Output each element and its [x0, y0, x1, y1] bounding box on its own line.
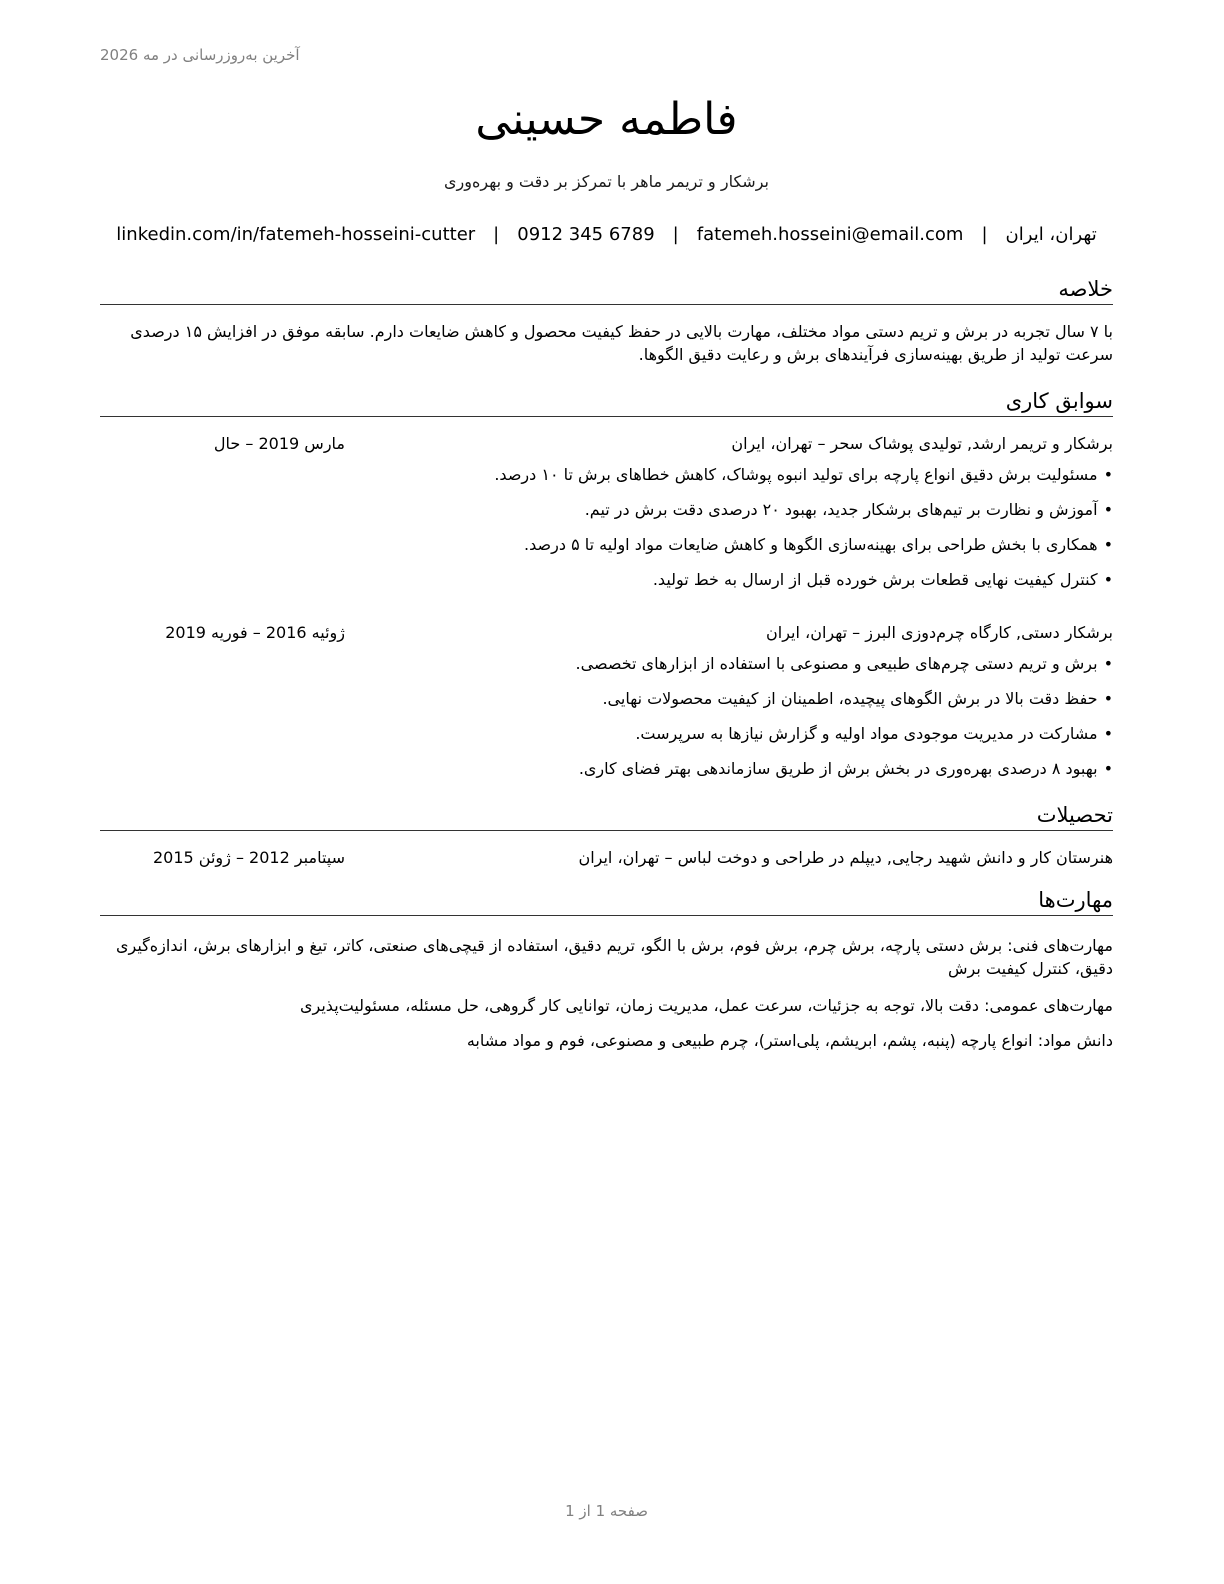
- education-dates: سپتامبر 2012 – ژوئن 2015: [152, 848, 345, 867]
- job-header: [100, 622, 1113, 644]
- job-bullets: [100, 464, 1113, 591]
- contact-phone[interactable]: 0912 345 6789: [517, 224, 655, 245]
- contact-linkedin[interactable]: linkedin.com/in/fatemeh-hosseini-cutter: [116, 224, 476, 245]
- bullet-icon: •: [1103, 465, 1113, 484]
- list-item: [100, 723, 1113, 745]
- bullet-icon: •: [1103, 689, 1113, 708]
- job-dates: ژوئیه 2016 – فوریه 2019: [165, 623, 345, 642]
- education-header: [100, 847, 1113, 869]
- contact-location: تهران، ایران: [1005, 224, 1097, 245]
- bullet-icon: •: [1103, 759, 1113, 778]
- list-item: [100, 653, 1113, 675]
- bullet-text: مسئولیت برش دقیق انواع پارچه برای تولید انبوه پوشاک، کاهش خطاهای برش تا ۱۰ درصد.: [494, 465, 1098, 484]
- bullet-text: کنترل کیفیت نهایی قطعات برش خورده قبل از ارسال به خط تولید.: [652, 570, 1098, 589]
- contact-separator: |: [672, 224, 679, 245]
- job-entry: [100, 433, 1113, 591]
- section-title-education: تحصیلات: [100, 802, 1113, 831]
- job-title: برشکار دستی, کارگاه چرم‌دوزی البرز – تهران، ایران: [766, 623, 1113, 642]
- job-dates: مارس 2019 – حال: [213, 434, 345, 453]
- section-title-summary: خلاصه: [100, 276, 1113, 305]
- education-title: هنرستان کار و دانش شهید رجایی, دیپلم در طراحی و دوخت لباس – تهران، ایران: [578, 848, 1113, 867]
- contact-line: [100, 224, 1113, 245]
- resume-page: [100, 0, 1113, 1584]
- education-entry: [100, 847, 1113, 869]
- job-title: برشکار و تریمر ارشد, تولیدی پوشاک سحر – تهران، ایران: [731, 434, 1113, 453]
- summary-text: با ۷ سال تجربه در برش و تریم دستی مواد مختلف، مهارت بالایی در حفظ کیفیت محصول و کاهش ضایعات دارم. سابقه موفق در افزایش ۱۵ درصدی سرعت تولید از طریق بهینه‌سازی فرآیندهای برش و رعایت دقیق الگوها.: [130, 322, 1113, 364]
- list-item: [100, 688, 1113, 710]
- section-title-experience: سوابق کاری: [100, 388, 1113, 417]
- bullet-text: مشارکت در مدیریت موجودی مواد اولیه و گزارش نیازها به سرپرست.: [635, 724, 1098, 743]
- skill-materials: دانش مواد: انواع پارچه (پنبه، پشم، ابریشم، پلی‌استر)، چرم طبیعی و مصنوعی، فوم و مواد مشابه: [466, 1031, 1113, 1050]
- list-item: [100, 758, 1113, 780]
- list-item: [100, 534, 1113, 556]
- page-number: صفحه 1 از 1: [565, 1502, 648, 1520]
- contact-separator: |: [981, 224, 988, 245]
- list-item: [100, 464, 1113, 486]
- bullet-icon: •: [1103, 724, 1113, 743]
- skill-technical: مهارت‌های فنی: برش دستی پارچه، برش چرم، برش فوم، برش با الگو، تریم دقیق، استفاده از قیچی‌های صنعتی، کاتر، تیغ و ابزارهای برش، اندازه‌گیری دقیق، کنترل کیفیت برش: [115, 936, 1113, 978]
- section-title-skills: مهارت‌ها: [100, 887, 1113, 916]
- last-updated: آخرین به‌روزرسانی در مه 2026: [100, 46, 300, 64]
- contact-email[interactable]: fatemeh.hosseini@email.com: [696, 224, 964, 245]
- bullet-icon: •: [1103, 570, 1113, 589]
- bullet-text: حفظ دقت بالا در برش الگوهای پیچیده، اطمینان از کیفیت محصولات نهایی.: [602, 689, 1098, 708]
- candidate-name: فاطمه حسینی: [475, 94, 738, 145]
- bullet-text: همکاری با بخش طراحی برای بهینه‌سازی الگوها و کاهش ضایعات مواد اولیه تا ۵ درصد.: [524, 535, 1098, 554]
- bullet-icon: •: [1103, 500, 1113, 519]
- bullet-text: برش و تریم دستی چرم‌های طبیعی و مصنوعی با استفاده از ابزارهای تخصصی.: [575, 654, 1098, 673]
- job-entry: [100, 622, 1113, 780]
- bullet-text: آموزش و نظارت بر تیم‌های برشکار جدید، بهبود ۲۰ درصدی دقت برش در تیم.: [584, 500, 1098, 519]
- bullet-icon: •: [1103, 654, 1113, 673]
- tagline: برشکار و تریمر ماهر با تمرکز بر دقت و بهره‌وری: [444, 172, 769, 191]
- bullet-text: بهبود ۸ درصدی بهره‌وری در بخش برش از طریق سازماندهی بهتر فضای کاری.: [578, 759, 1098, 778]
- job-bullets: [100, 653, 1113, 780]
- contact-separator: |: [493, 224, 500, 245]
- list-item: [100, 569, 1113, 591]
- bullet-icon: •: [1103, 535, 1113, 554]
- skill-general: مهارت‌های عمومی: دقت بالا، توجه به جزئیات، سرعت عمل، مدیریت زمان، توانایی کار گروهی، حل مسئله، مسئولیت‌پذیری: [299, 996, 1113, 1015]
- job-header: [100, 433, 1113, 455]
- list-item: [100, 499, 1113, 521]
